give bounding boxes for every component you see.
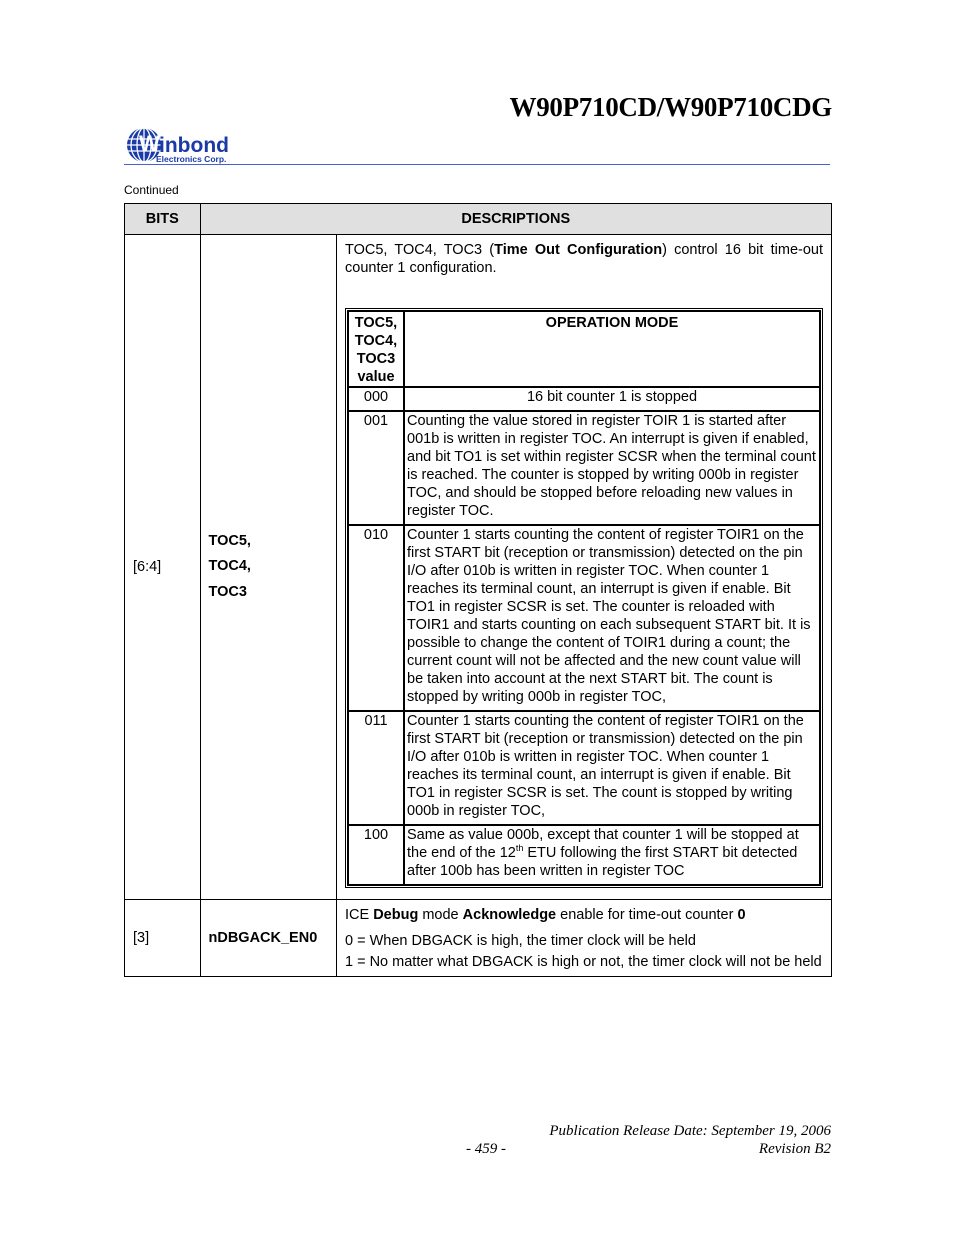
field-name-line: TOC4, xyxy=(208,558,251,575)
field-name-cell xyxy=(200,235,337,900)
table-row xyxy=(125,900,832,977)
mode-value: 001 xyxy=(348,411,404,525)
mode-description: Counter 1 starts counting the content of register TOIR1 on the first START bit (reception or transmission) detected on the pin I/O after 010b is written in register TOC. When counter 1 reaches its terminal count, an interrupt is given if enable. Bit TO1 in register SCSR is set. The count is stopped by writing 000b in register TOC, xyxy=(404,711,820,825)
mode-value: 011 xyxy=(348,711,404,825)
description-line: 1 = No matter what DBGACK is high or not, the timer clock will not be held xyxy=(345,954,822,970)
mode-description: Counting the value stored in register TOIR 1 is started after 001b is written in register TOC. An interrupt is given if enabled, and bit TO1 is set within register SCSR when the terminal count is reached. The counter is stopped by writing 000b in register TOC, and should be stopped before reloading new values in register TOC. xyxy=(404,411,820,525)
field-name-cell: nDBGACK_EN0 xyxy=(200,900,337,977)
mode-row xyxy=(348,387,820,411)
revision: Revision B2 xyxy=(758,1141,831,1157)
register-bits-table xyxy=(124,203,832,977)
field-name-line: TOC5, xyxy=(208,532,251,549)
winbond-logo xyxy=(126,125,251,165)
operation-mode-header: OPERATION MODE xyxy=(404,311,820,387)
mode-description: 16 bit counter 1 is stopped xyxy=(404,387,820,411)
description-line: ICE Debug mode Acknowledge enable for time-out counter 0 xyxy=(345,907,746,923)
bits-cell: [6:4] xyxy=(125,235,201,900)
header-rule xyxy=(124,164,830,165)
mode-table-header xyxy=(348,311,820,387)
continued-label: Continued xyxy=(124,183,179,197)
mode-description: Same as value 000b, except that counter 1 will be stopped at the end of the 12th ETU following the first START bit detected after 100b has been written in register TOC xyxy=(404,825,820,885)
mode-row xyxy=(348,411,820,525)
description-line: 0 = When DBGACK is high, the timer clock will be held xyxy=(345,933,696,949)
svg-text:W: W xyxy=(139,131,160,156)
mode-value: 010 xyxy=(348,525,404,711)
table-row xyxy=(125,235,832,900)
table-header-row xyxy=(125,204,832,235)
page-number: - 459 - xyxy=(466,1141,506,1157)
field-intro: TOC5, TOC4, TOC3 (Time Out Configuration) control 16 bit time-out counter 1 configuration. xyxy=(345,242,823,276)
svg-text:inbond: inbond xyxy=(159,134,229,157)
mode-row xyxy=(348,711,820,825)
publication-date: Publication Release Date: September 19, 2006 xyxy=(549,1123,831,1139)
svg-text:Electronics Corp.: Electronics Corp. xyxy=(156,154,227,164)
field-name-line: TOC3 xyxy=(208,583,247,600)
bits-header: BITS xyxy=(125,204,201,235)
descriptions-header: DESCRIPTIONS xyxy=(200,204,832,235)
value-header: TOC5, TOC4, TOC3 value xyxy=(348,311,404,387)
mode-row xyxy=(348,525,820,711)
mode-description: Counter 1 starts counting the content of register TOIR1 on the first START bit (reception or transmission) detected on the pin I/O after 010b is written in register TOC. When counter 1 reaches its terminal count, an interrupt is given if enable. Bit TO1 in register SCSR is set. The counter is reloaded with TOIR1 and starts counting on each subsequent START bit. It is possible to change the content of TOIR1 during a count; the current count will not be affected and the new count value will be taken into account at the next START bit. The count is stopped by writing 000b in register TOC, xyxy=(404,525,820,711)
bits-cell: [3] xyxy=(125,900,201,977)
operation-mode-table xyxy=(345,308,823,888)
description-cell xyxy=(337,900,832,977)
mode-row xyxy=(348,825,820,885)
description-cell xyxy=(337,235,832,900)
mode-value: 000 xyxy=(348,387,404,411)
document-title: W90P710CD/W90P710CDG xyxy=(509,92,832,122)
mode-value: 100 xyxy=(348,825,404,885)
